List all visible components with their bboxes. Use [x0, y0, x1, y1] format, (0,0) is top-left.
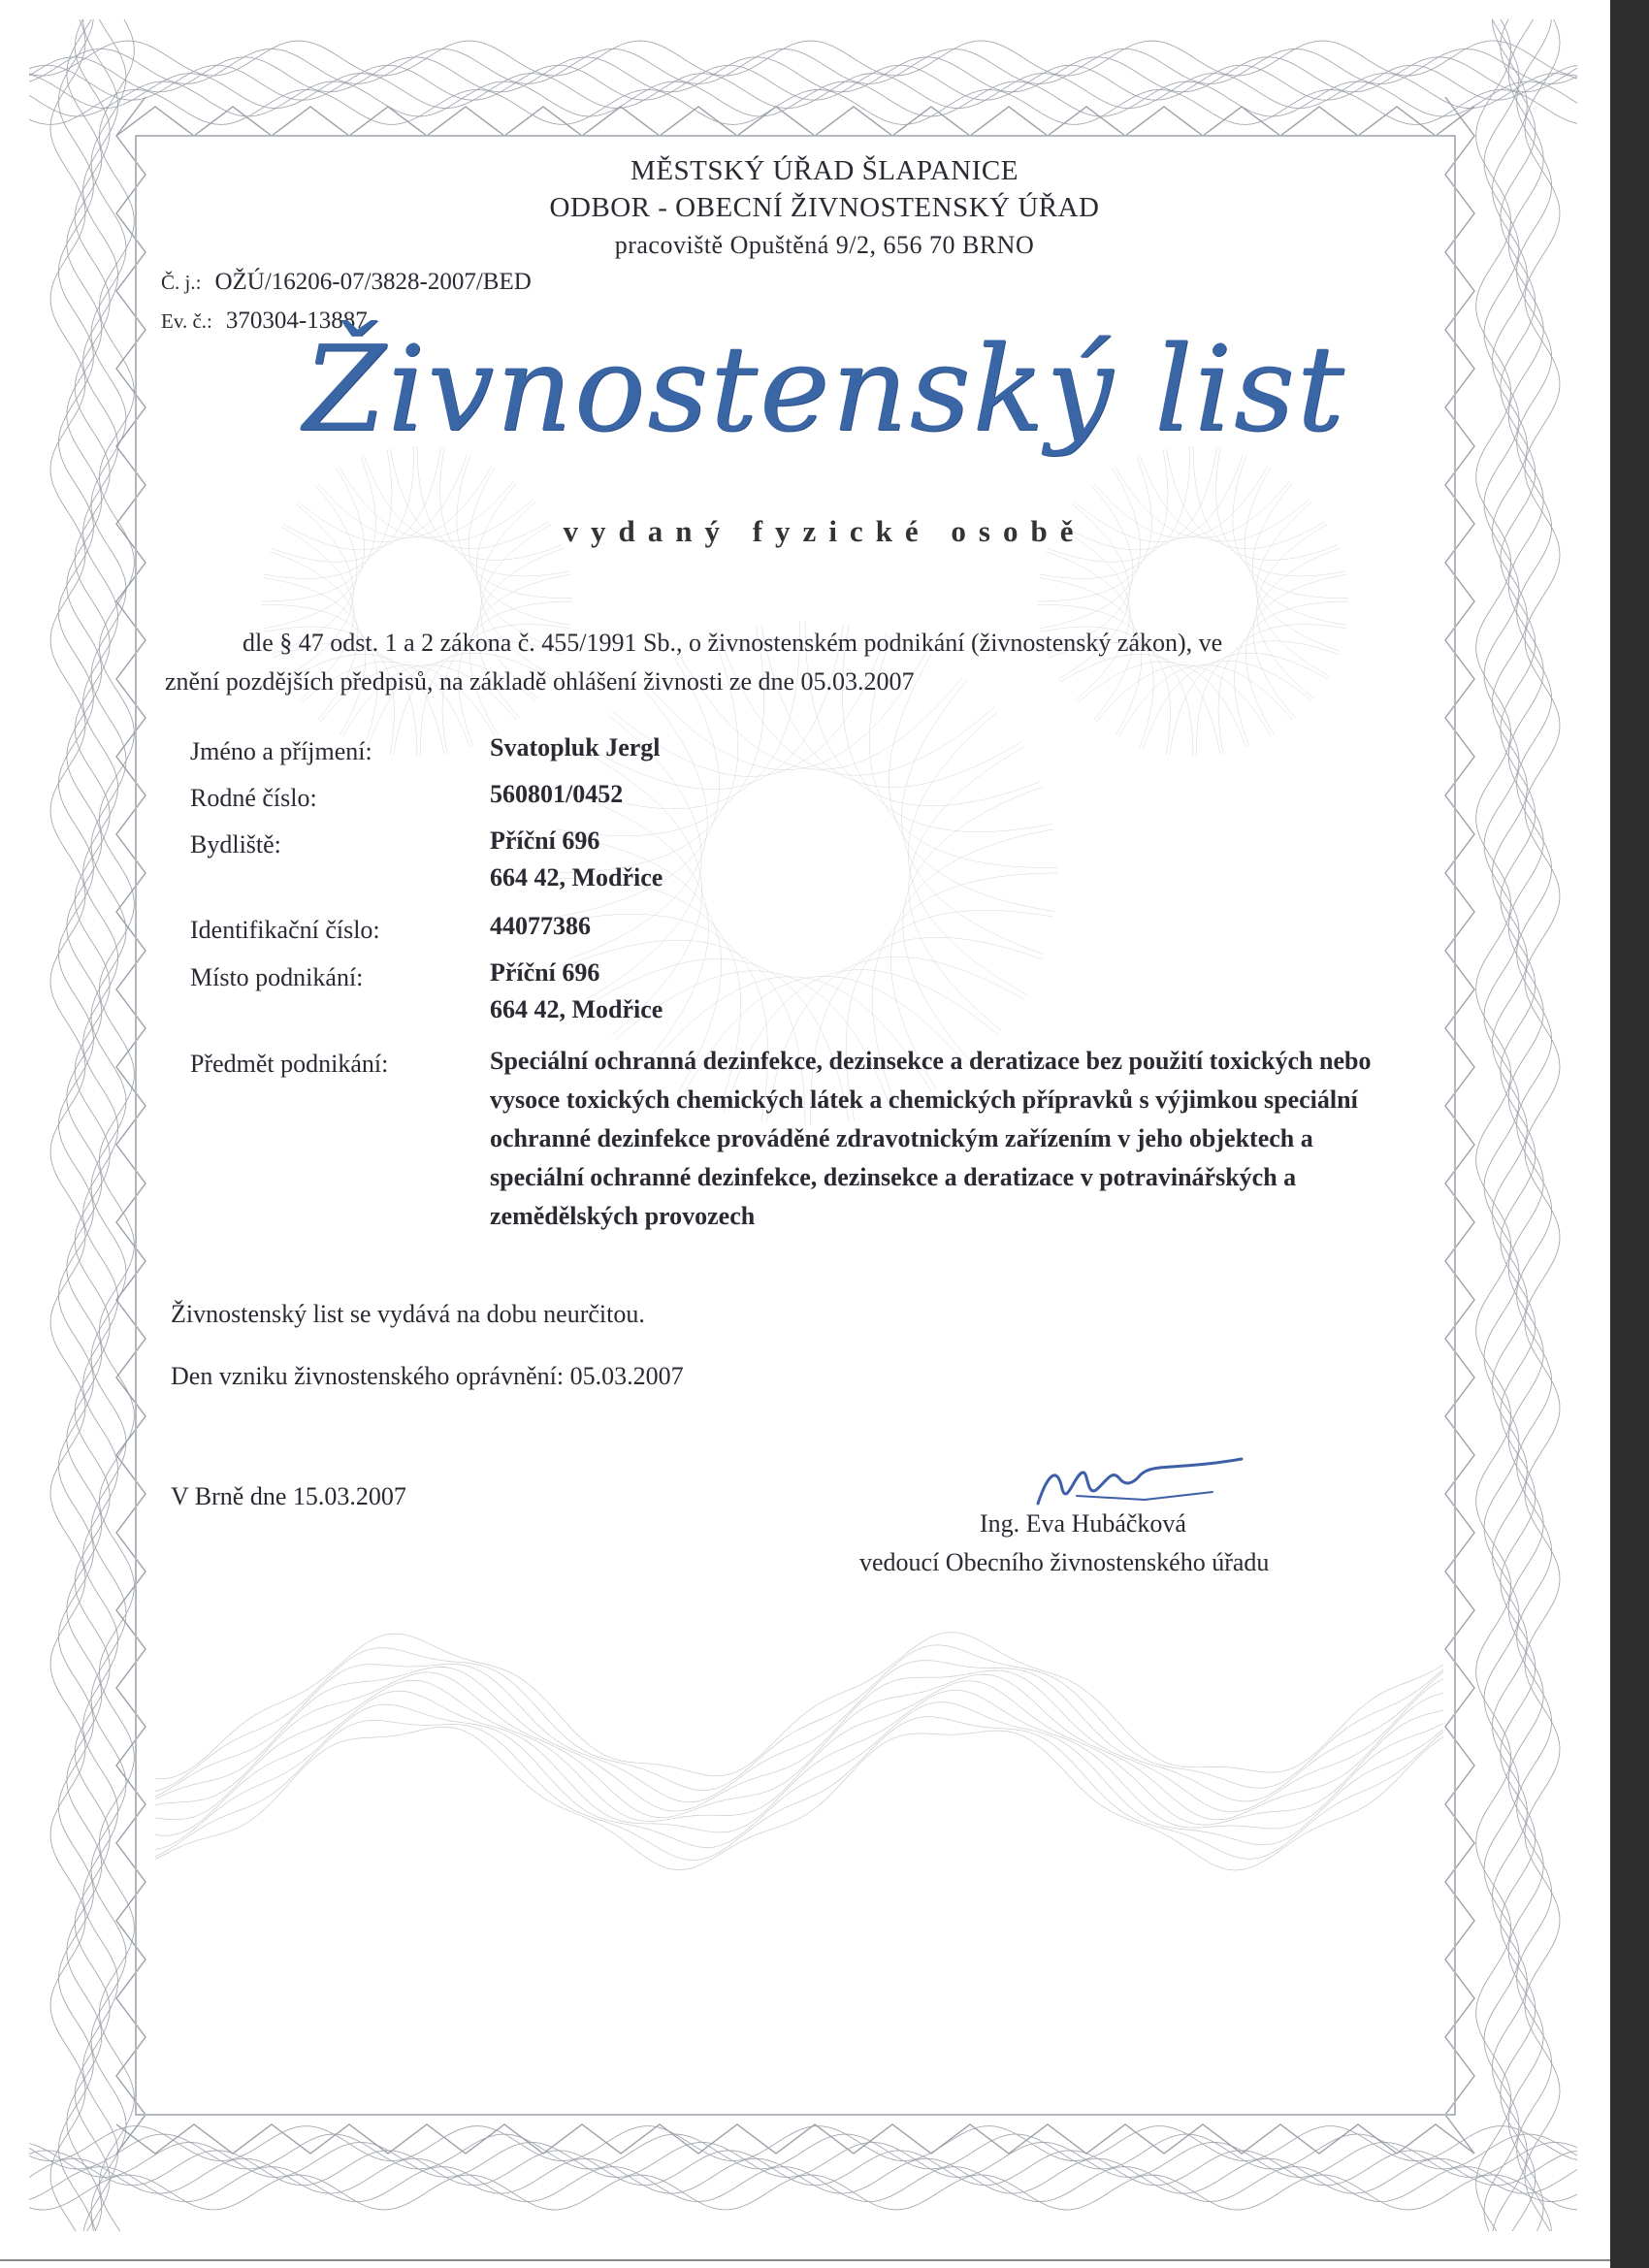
case-number-label: Č. j.:: [161, 271, 202, 294]
registry-number-value: 370304-13887: [225, 308, 368, 334]
signatory-name: Ing. Eva Hubáčková: [980, 1509, 1186, 1538]
case-number: [161, 269, 532, 296]
registry-number-label: Ev. č.:: [161, 309, 212, 333]
id-number-label: Identifikační číslo:: [190, 916, 380, 944]
residence-label: Bydliště:: [190, 830, 281, 859]
document-title: Živnostenský list: [303, 320, 1346, 458]
subject-label: Předmět podnikání:: [190, 1050, 389, 1078]
intro-line-2: znění pozdějších předpisů, na základě ohlášení živnosti ze dne 05.03.2007: [165, 667, 915, 696]
name-label: Jméno a příjmení:: [190, 737, 372, 765]
document-subtitle: vydaný fyzické osobě: [563, 514, 1086, 548]
intro-line-1: dle § 47 odst. 1 a 2 zákona č. 455/1991 Sb., o živnostenském podnikání (živnostenský zákon), ve: [242, 629, 1223, 657]
place-and-date: V Brně dne 15.03.2007: [171, 1482, 406, 1510]
signatory-position: vedoucí Obecního živnostenského úřadu: [859, 1548, 1270, 1576]
birth-number-label: Rodné číslo:: [190, 784, 317, 812]
residence-line-2: 664 42, Modřice: [490, 863, 663, 891]
place-of-business-label: Místo podnikání:: [190, 963, 364, 991]
office-name: MĚSTSKÝ ÚŘAD ŠLAPANICE: [630, 155, 1018, 186]
residence-line-1: Příční 696: [490, 826, 600, 855]
place-of-business-line-1: Příční 696: [490, 958, 600, 987]
place-of-business-line-2: 664 42, Modřice: [490, 995, 663, 1023]
subject-value: Speciální ochranná dezinfekce, dezinsekce a deratizace bez použití toxických nebo vysoce toxických chemických látek a chemických přípravků s výjimkou speciální ochranné dezinfekce prováděné zdravotnickým zařízením v jeho objektech a speciální ochranné dezinfekce, dezinsekce a deratizace v potravinářských a zemědělských provozech: [490, 1047, 1372, 1230]
office-department: ODBOR - OBECNÍ ŽIVNOSTENSKÝ ÚŘAD: [549, 192, 1100, 223]
birth-number-value: 560801/0452: [490, 780, 624, 808]
case-number-value: OŽÚ/16206-07/3828-2007/BED: [214, 269, 532, 295]
id-number-value: 44077386: [490, 912, 591, 940]
name-value: Svatopluk Jergl: [490, 733, 661, 761]
origin-date: Den vzniku živnostenského oprávnění: 05.03.2007: [171, 1362, 684, 1390]
validity-statement: Živnostenský list se vydává na dobu neurčitou.: [171, 1300, 645, 1328]
office-address: pracoviště Opuštěná 9/2, 656 70 BRNO: [614, 231, 1035, 259]
